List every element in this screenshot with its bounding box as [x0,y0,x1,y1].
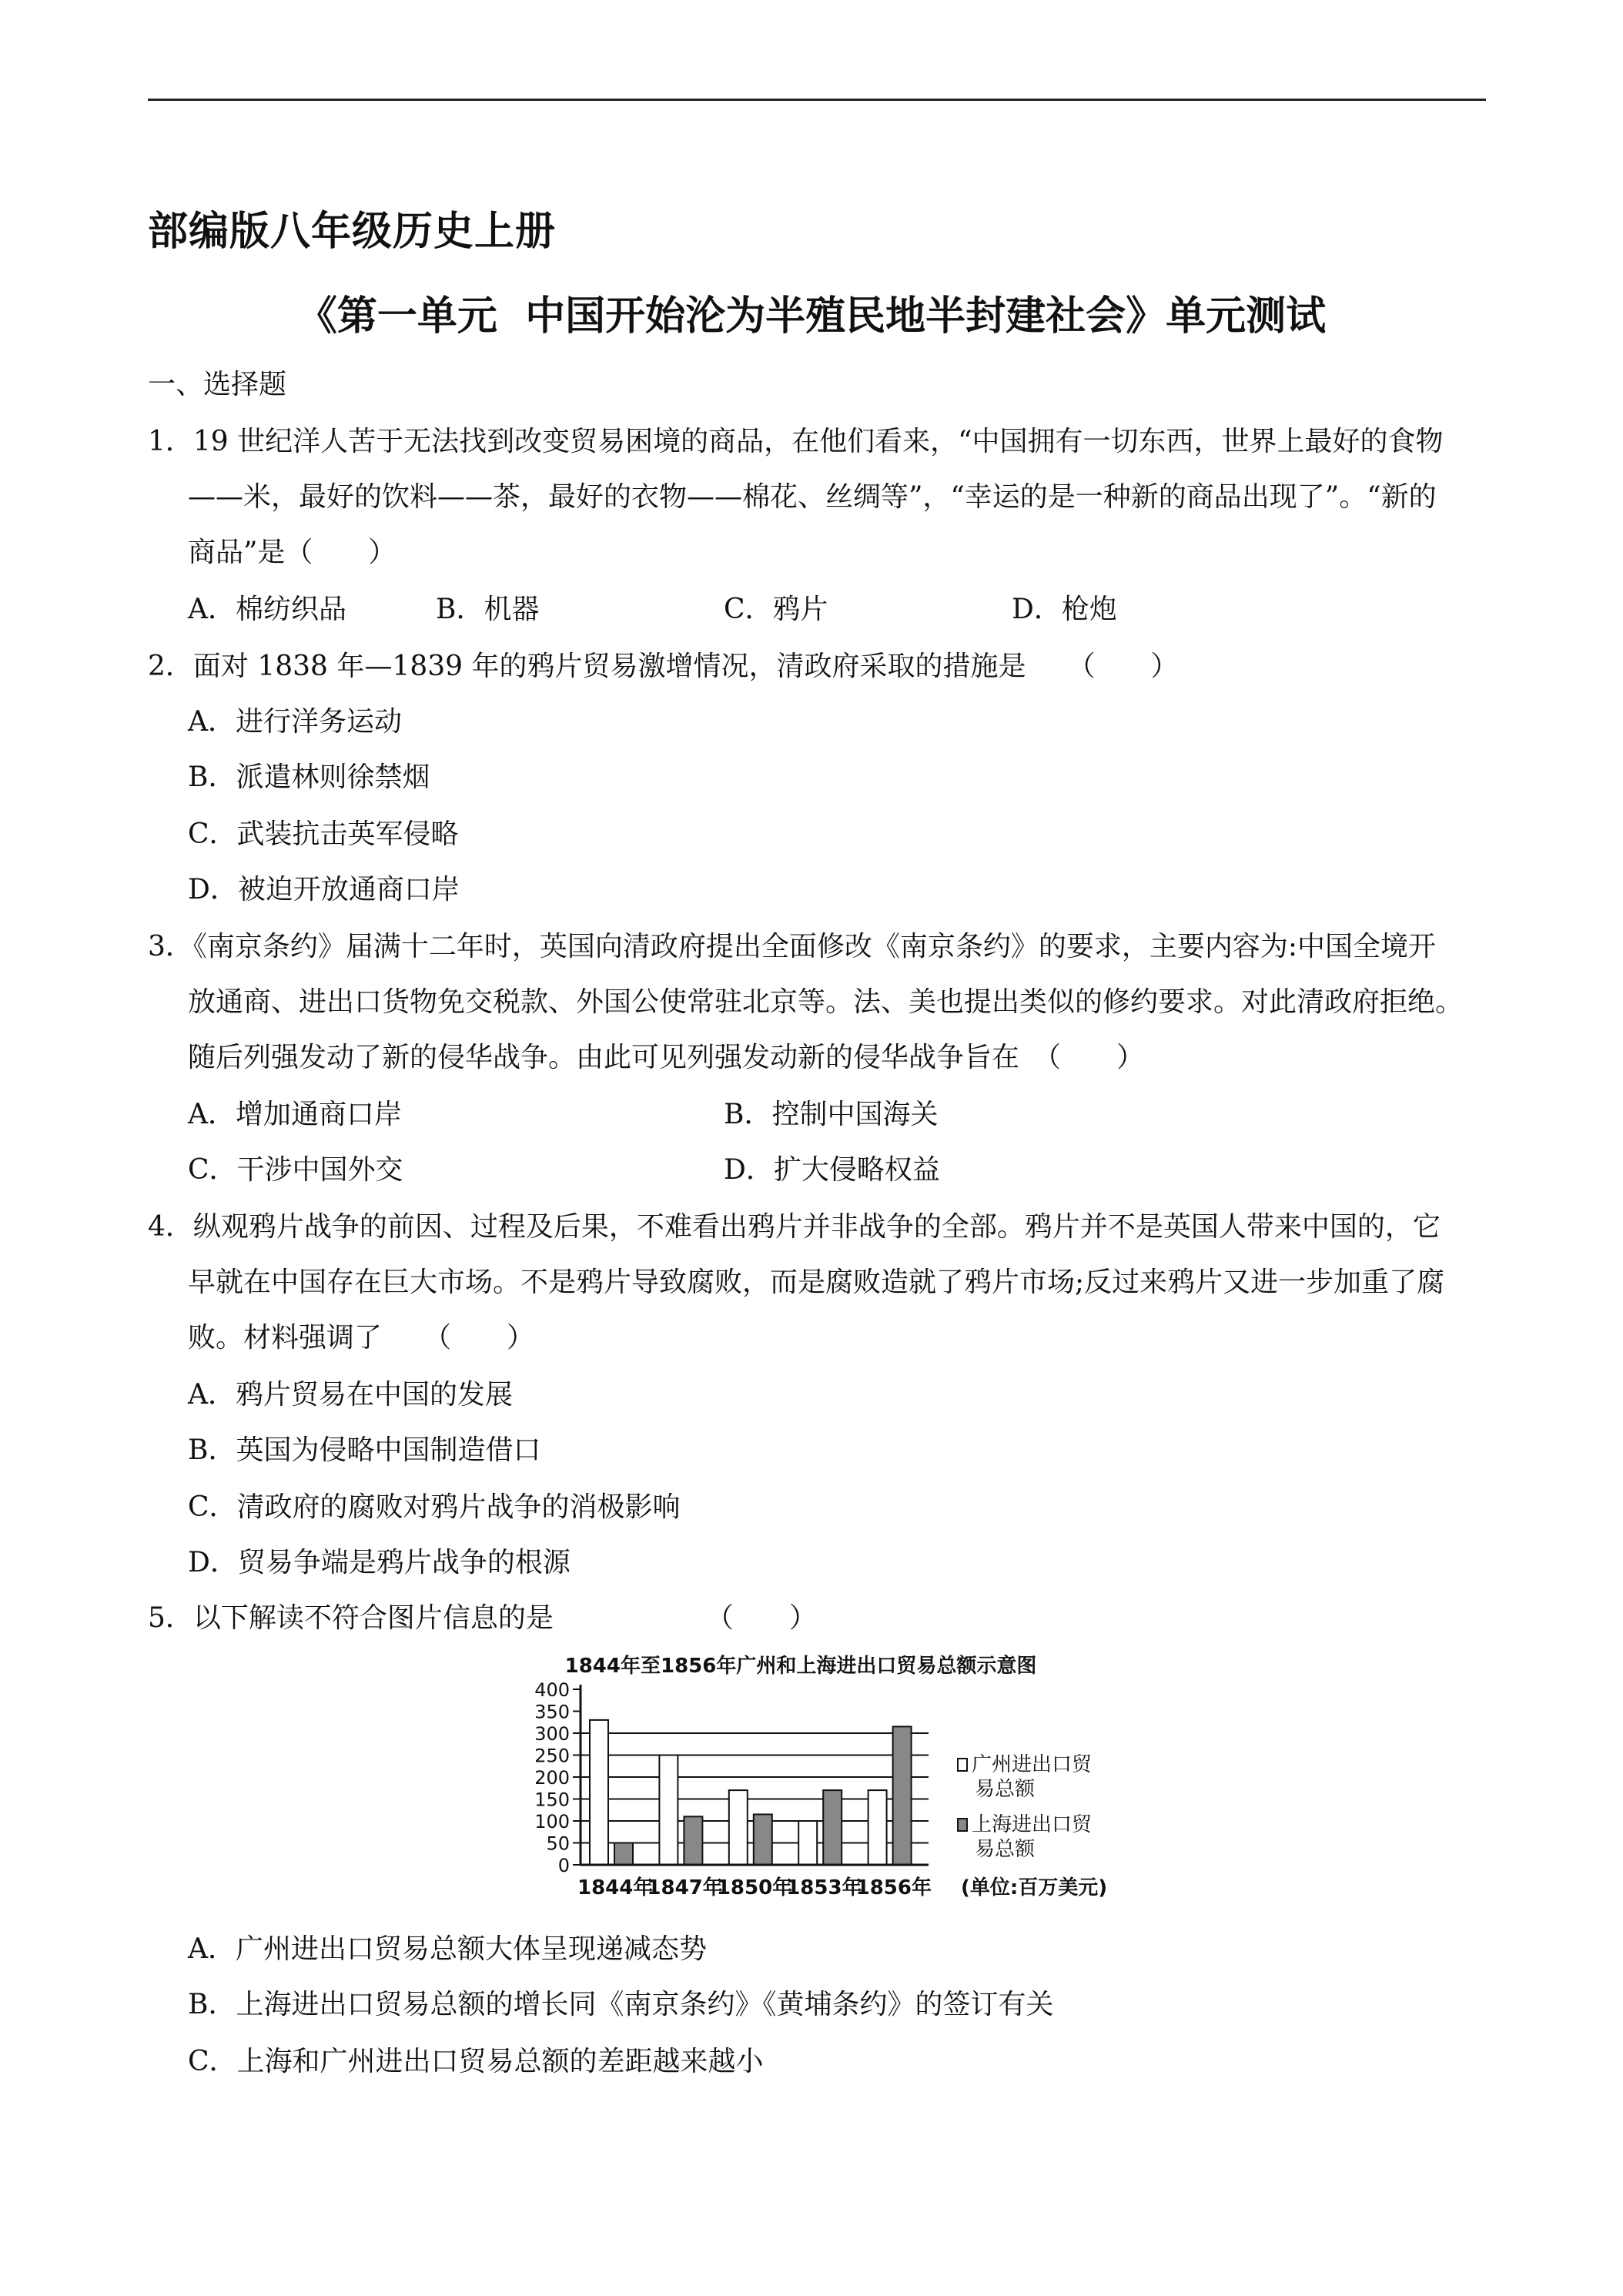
q1-line1: 1．19 世纪洋人苦于无法找到改变贸易困境的商品，在他们看来，“中国拥有一切东西，世界上最好的食物 [148,426,1444,457]
y-tick-label: 100 [534,1811,570,1832]
q5-option-c: C．上海和广州进出口贸易总额的差距越来越小 [188,2046,764,2077]
q4-line2: 早就在中国存在巨大市场。不是鸦片导致腐败，而是腐败造就了鸦片市场;反过来鸦片又进一步加重了腐 [188,1267,1445,1298]
y-tick-label: 50 [546,1832,570,1855]
chart-title: 1844年至1856年广州和上海进出口贸易总额示意图 [564,1655,1037,1678]
legend-shanghai-line1: 上海进出口贸 [972,1813,1093,1836]
y-tick-label: 300 [534,1723,570,1745]
q1-option-b: B．机器 [436,594,540,625]
q4-option-b: B．英国为侵略中国制造借口 [188,1434,541,1466]
section-heading: 一、选择题 [148,369,287,400]
page-title: 部编版八年级历史上册 [148,209,557,255]
q5-option-a: A．广州进出口贸易总额大体呈现递减态势 [188,1933,707,1965]
q3-line3: 随后列强发动了新的侵华战争。由此可见列强发动新的侵华战争旨在 （ ） [188,1042,1145,1073]
y-tick-label: 0 [557,1855,570,1876]
bar-guangzhou [729,1790,748,1865]
q3-option-a: A．增加通商口岸 [188,1099,402,1130]
x-tick-label: 1847年 [647,1876,723,1899]
q2-option-d: D．被迫开放通商口岸 [188,874,460,905]
q1-option-c: C．鸦片 [724,594,828,625]
q3-option-c: C．干涉中国外交 [188,1154,403,1186]
q2-option-b: B．派遣林则徐禁烟 [188,761,430,793]
y-tick-label: 200 [534,1767,570,1789]
q2-line1: 2．面对 1838 年—1839 年的鸦片贸易激增情况，清政府采取的措施是 （ ） [148,651,1179,682]
bar-guangzhou [590,1720,608,1865]
x-tick-label: 1850年 [716,1876,793,1899]
bar-shanghai [893,1726,912,1865]
q4-line3: 败。材料强调了 （ ） [188,1322,535,1354]
q3-line2: 放通商、进出口货物免交税款、外国公使常驻北京等。法、美也提出类似的修约要求。对此清政府拒绝。 [188,986,1464,1018]
legend-guangzhou-line1: 广州进出口贸 [972,1753,1093,1776]
x-tick-label: 1856年 [855,1876,932,1899]
q4-option-a: A．鸦片贸易在中国的发展 [188,1379,513,1411]
q1-option-d: D．枪炮 [1012,594,1117,625]
bar-shanghai [823,1790,842,1865]
y-tick-label: 400 [534,1679,570,1701]
y-tick-label: 150 [534,1789,570,1811]
legend-swatch-shanghai [958,1819,967,1831]
y-tick-label: 350 [534,1701,570,1723]
q5-line1: 5．以下解读不符合图片信息的是 （ ） [148,1602,817,1634]
header-rule [148,99,1486,101]
q4-option-c: C．清政府的腐败对鸦片战争的消极影响 [188,1491,681,1523]
q3-option-b: B．控制中国海关 [724,1099,939,1130]
bar-guangzhou [659,1755,678,1866]
q4-line1: 4．纵观鸦片战争的前因、过程及后果，不难看出鸦片并非战争的全部。鸦片并不是英国人带来中国的，它 [148,1211,1441,1243]
q2-option-c: C．武装抗击英军侵略 [188,818,459,850]
q5-option-b: B．上海进出口贸易总额的增长同《南京条约》《黄埔条约》的签订有关 [188,1989,1054,2020]
x-tick-label: 1853年 [786,1876,862,1899]
q2-option-a: A．进行洋务运动 [188,706,402,738]
bar-shanghai [684,1816,702,1865]
q3-line1: 3．《南京条约》届满十二年时，英国向清政府提出全面修改《南京条约》的要求，主要内容为:中国全境开 [148,931,1437,962]
bar-guangzhou [868,1790,887,1865]
q1-option-a: A．棉纺织品 [188,594,346,625]
q1-line2: ——米，最好的饮料——茶，最好的衣物——棉花、丝绸等”，“幸运的是一种新的商品出现了”。“新的 [188,481,1437,513]
legend-unit: (单位:百万美元) [961,1876,1108,1899]
legend-shanghai-line2: 易总额 [975,1838,1036,1861]
x-tick-label: 1844年 [577,1876,654,1899]
q3-option-d: D．扩大侵略权益 [724,1154,940,1186]
legend-swatch-guangzhou [958,1759,967,1771]
q1-line3: 商品”是（ ） [188,537,397,568]
trade-bar-chart [493,1646,1139,1913]
bar-shanghai [614,1843,633,1866]
q4-option-d: D．贸易争端是鸦片战争的根源 [188,1547,571,1578]
legend-guangzhou-line2: 易总额 [975,1778,1036,1801]
bar-guangzhou [798,1821,817,1865]
y-tick-label: 250 [534,1745,570,1767]
bar-shanghai [754,1814,772,1865]
unit-title: 《第一单元 中国开始沦为半殖民地半封建社会》单元测试 [296,293,1327,340]
